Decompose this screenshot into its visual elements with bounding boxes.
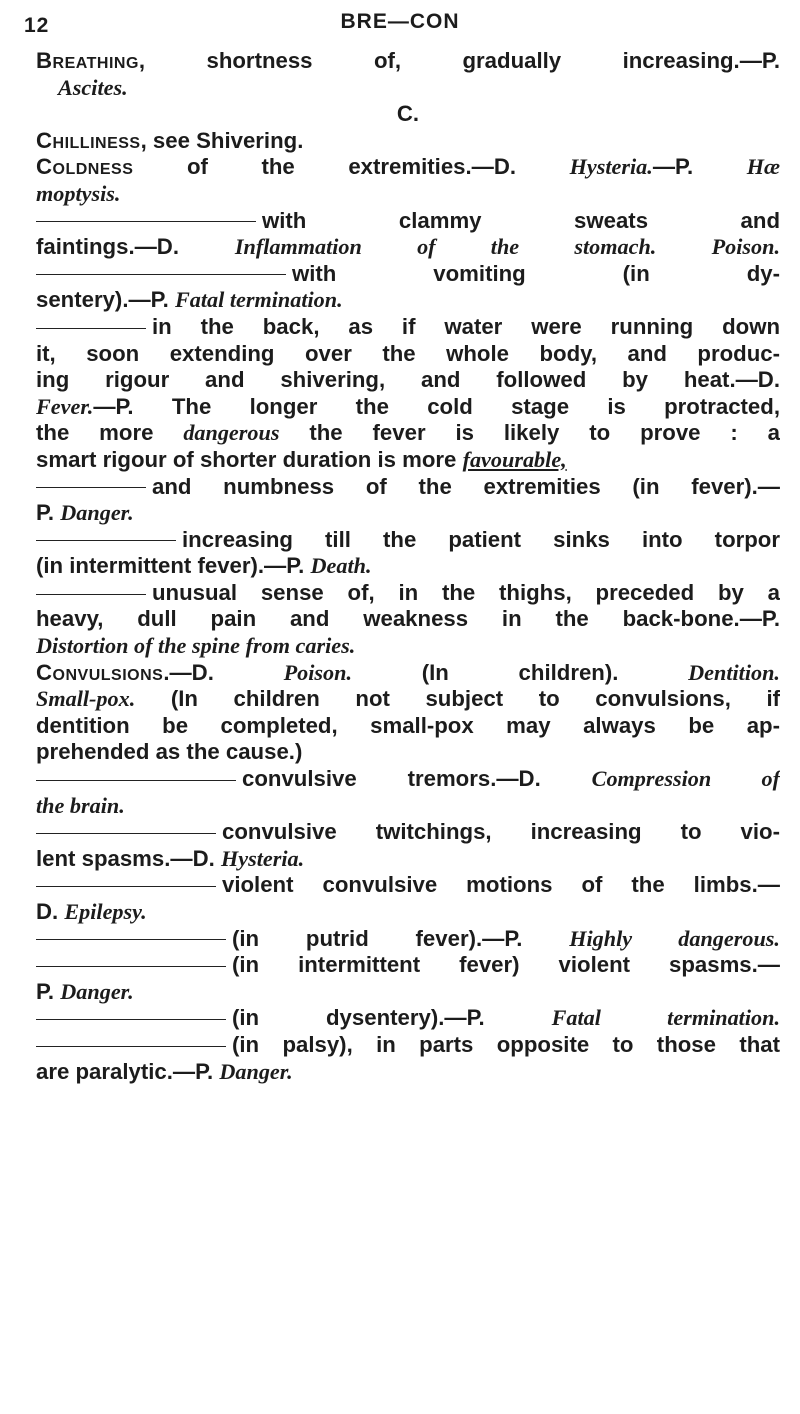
text-line: Ascites. [58, 74, 128, 100]
text-line: increasing till the patient sinks into torpor [36, 527, 780, 554]
text-line: Distortion of the spine from caries. [36, 633, 356, 659]
text-line: prehended as the cause.) [36, 739, 303, 765]
text-line: it, soon extending over the whole body, and produc- [36, 340, 780, 366]
text-line: heavy, dull pain and weakness in the back-bone.—P. [36, 606, 780, 632]
text-line: and numbness of the extremities (in fever).— [36, 474, 780, 501]
dictionary-entries [36, 48, 780, 1085]
text-line: the more dangerous the fever is likely to prove : a [36, 420, 780, 446]
text-line: are paralytic.—P. Danger. [36, 1058, 293, 1084]
ditto-dash [36, 833, 216, 834]
entry-headword: Chilliness [36, 127, 141, 153]
text-line: Chilliness, see Shivering. [36, 127, 304, 153]
text-line: ing rigour and shivering, and followed by heat.—D. [36, 367, 780, 393]
text-line: convulsive tremors.—D. Compression of [36, 766, 780, 793]
ditto-dash [36, 274, 286, 275]
text-line: (in putrid fever).—P. Highly dangerous. [36, 926, 780, 953]
ditto-dash [36, 540, 176, 541]
ditto-dash [36, 328, 146, 329]
text-line: sentery).—P. Fatal termination. [36, 287, 343, 313]
entry-headword: Breathing [36, 48, 139, 73]
text-line: P. Danger. [36, 500, 134, 526]
ditto-dash [36, 221, 256, 222]
text-line: faintings.—D. Inflammation of the stomach. Poison. [36, 234, 780, 260]
ditto-dash [36, 594, 146, 595]
text-line: (in intermittent fever) violent spasms.— [36, 952, 780, 979]
section-letter: C. [396, 101, 420, 127]
text-line: in the back, as if water were running down [36, 314, 780, 341]
ditto-dash [36, 1019, 226, 1020]
page-number: 12 [24, 14, 50, 37]
text-line: unusual sense of, in the thighs, preceded by a [36, 580, 780, 607]
ditto-dash [36, 886, 216, 887]
text-line: (in palsy), in parts opposite to those that [36, 1032, 780, 1059]
ditto-dash [36, 939, 226, 940]
text-line: convulsive twitchings, increasing to vio- [36, 819, 780, 846]
ditto-dash [36, 487, 146, 488]
entry-headword: Convulsions [36, 659, 164, 685]
ditto-dash [36, 1046, 226, 1047]
text-line: lent spasms.—D. Hysteria. [36, 845, 305, 871]
text-line: violent convulsive motions of the limbs.— [36, 872, 780, 899]
text-line: (in intermittent fever).—P. Death. [36, 553, 372, 579]
text-line: Convulsions.—D. Poison. (In children). Dentition. [36, 659, 780, 685]
page-header [0, 6, 800, 46]
text-line: moptysis. [36, 180, 121, 206]
text-line: Coldness of the extremities.—D. Hysteria.—P. Hæ [36, 154, 780, 180]
ditto-dash [36, 966, 226, 967]
running-head: BRE—CON [340, 10, 460, 33]
text-line: Breathing, shortness of, gradually increasing.—P. [36, 48, 780, 73]
text-line: P. Danger. [36, 978, 134, 1004]
text-line: Small-pox. (In children not subject to convulsions, if [36, 686, 780, 712]
ditto-dash [36, 780, 236, 781]
text-line: with vomiting (in dy- [36, 261, 780, 288]
text-line: D. Epilepsy. [36, 899, 147, 924]
text-line: (in dysentery).—P. Fatal termination. [36, 1005, 780, 1032]
text-line: Fever.—P. The longer the cold stage is protracted, [36, 393, 780, 419]
entry-headword: Coldness [36, 154, 134, 180]
text-line: dentition be completed, small-pox may always be ap- [36, 712, 780, 738]
text-line: smart rigour of shorter duration is more favourable, [36, 446, 567, 472]
text-line: with clammy sweats and [36, 208, 780, 235]
text-line: the brain. [36, 792, 125, 818]
